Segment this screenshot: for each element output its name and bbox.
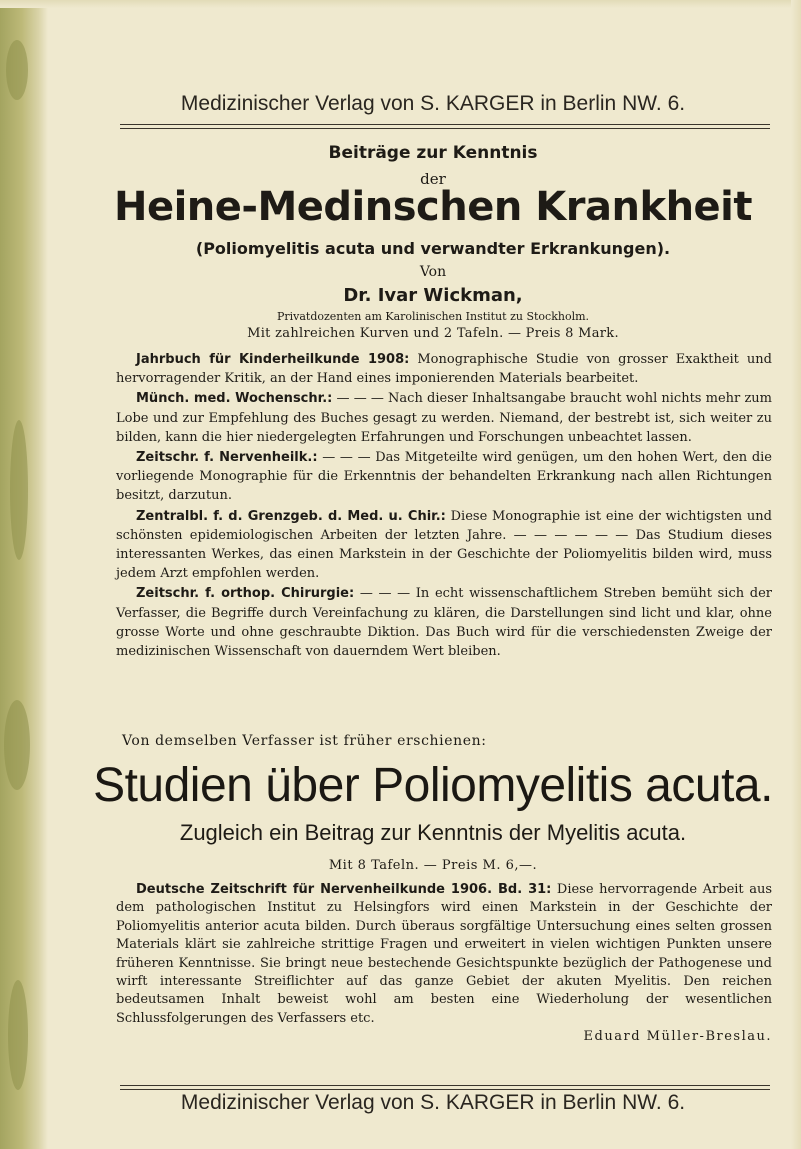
right-edge [791, 0, 801, 1149]
review [116, 584, 772, 661]
von-line: Von [419, 264, 447, 280]
review [116, 507, 772, 584]
review-text: — — — Nach dieser Inhaltsangabe braucht wohl nichts mehr zum Lobe und zur Empfehlung des Buches gesagt zu werden. Niemand, der bestrebt ist, sich weiter zu bilden, kann die hier niedergelegten Erfahrungen und Forschungen unbeachtet lassen. [116, 391, 772, 445]
der-line: der [420, 170, 446, 188]
page-edge-shadow [0, 0, 48, 1149]
header-rule [120, 124, 770, 125]
reviews [116, 350, 772, 661]
author: Dr. Ivar Wickman, [343, 285, 523, 306]
review-source: Münch. med. Wochenschr.: [136, 391, 333, 407]
review-text: Monographische Studie von grosser Exaktheit und hervorragender Kritik, an der Hand eines imponierenden Materials bearbeitet. [116, 352, 772, 387]
stain [8, 980, 28, 1090]
series-line: Beiträge zur Kenntnis [328, 143, 538, 163]
previous-subtitle: Zugleich ein Beitrag zur Kenntnis der Myelitis acuta. [179, 820, 687, 845]
review-text: Diese hervorragende Arbeit aus dem pathologischen Institut zu Helsingfors wird einen Markstein in der Geschichte der Poliomyelitis anterior acuta bilden. Durch überaus sorgfältige Untersuchung eines selten grossen Materials klärt sie zahlreiche strittige Fragen und erweitert in vielen wichtigen Punkten unsere früheren Kenntnisse. Sie bringt neue bestechende Gesichtspunkte bezüglich der Pathogenese und wirft interessante Streiflichter auf das ganze Gebiet der akuten Myelitis. Den reichen bedeutsamen Inhalt beweist wohl am besten eine Wiederholung der wesentlichen Schlussfolgerungen des Verfassers etc. [116, 882, 772, 1026]
review-source: Zentralbl. f. d. Grenzgeb. d. Med. u. Chir.: [136, 508, 446, 524]
review-text: — — — Das Mitgeteilte wird genügen, um den hohen Wert, den die vorliegende Monographie für die Erkenntnis der behandelten Erkrankung nach allen Richtungen besitzt, darzutun. [116, 450, 772, 504]
page [76, 0, 790, 1149]
reviewer: Eduard Müller-Breslau. [583, 1029, 772, 1045]
previous-review [116, 881, 772, 1047]
previous-title: Studien über Poliomyelitis acuta. [93, 759, 773, 812]
review-text: — — — In echt wissenschaftlichem Streben bemüht sich der Verfasser, die Begriffe durch Vereinfachung zu klären, die Darstellungen sind licht und klar, ohne grosse Worte und ohne geschraubte Diktion. Das Buch wird für die verschiedensten Zweige der medizinischen Wissenschaft von dauerndem Wert bleiben. [116, 586, 772, 660]
review-source: Jahrbuch für Kinderheilkunde 1908: [136, 352, 410, 367]
review [116, 350, 772, 388]
stain [6, 40, 28, 100]
footer-rule-thin [120, 1089, 770, 1090]
header-rule-thin [120, 128, 770, 129]
previous-note: Von demselben Verfasser ist früher erschienen: [122, 733, 487, 749]
book-details: Mit zahlreichen Kurven und 2 Tafeln. — Preis 8 Mark. [247, 326, 619, 341]
affiliation: Privatdozenten am Karolinischen Institut zu Stockholm. [276, 310, 590, 323]
review [116, 389, 772, 447]
stain [10, 420, 28, 560]
footer-rule [120, 1085, 770, 1086]
publisher-footer: Medizinischer Verlag von S. KARGER in Berlin NW. 6. [180, 1091, 686, 1114]
publisher-header: Medizinischer Verlag von S. KARGER in Berlin NW. 6. [180, 92, 686, 115]
review-source: Zeitschr. f. orthop. Chirurgie: [136, 586, 355, 602]
book-title: Heine-Medinschen Krankheit [113, 184, 753, 230]
review [116, 448, 772, 506]
review-source: Deutsche Zeitschrift für Nervenheilkunde 1906. Bd. 31: [136, 882, 552, 897]
review-text: Diese Monographie ist eine der wichtigsten und schönsten epidemiologischen Arbeiten der letzten Jahre. — — — — — — Das Studium dieses interessanten Werkes, das einen Markstein in der Geschichte der Poliomyelitis bilden wird, muss jedem Arzt empfohlen werden. [116, 508, 772, 582]
previous-details: Mit 8 Tafeln. — Preis M. 6,—. [328, 858, 538, 873]
review-source: Zeitschr. f. Nervenheilk.: [136, 450, 318, 466]
book-subtitle: (Poliomyelitis acuta und verwandter Erkrankungen). [195, 239, 671, 258]
stain [4, 700, 30, 790]
